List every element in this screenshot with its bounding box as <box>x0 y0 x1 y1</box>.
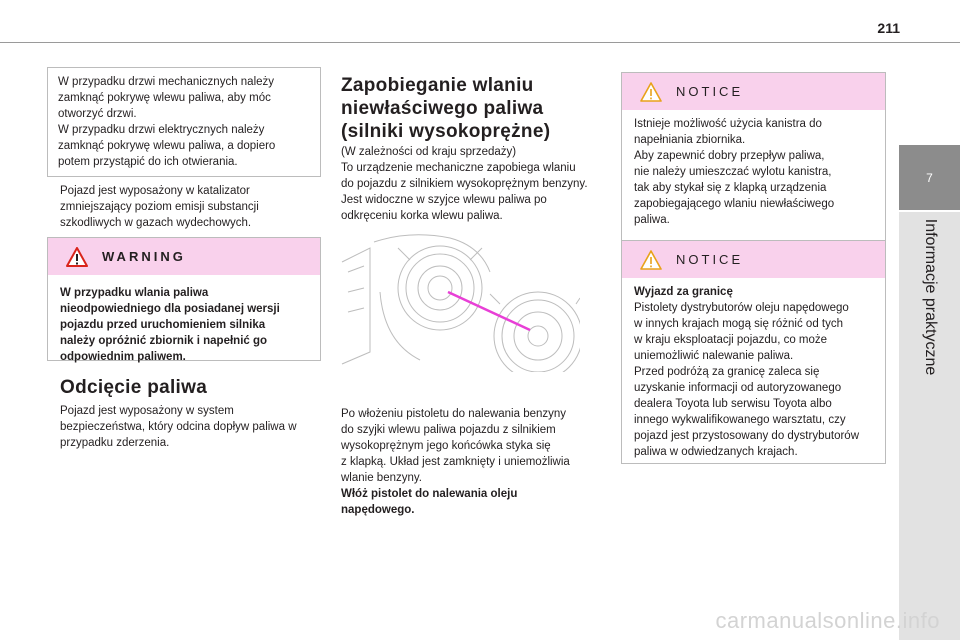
notice-line: paliwa w odwiedzanych krajach. <box>634 446 798 458</box>
notice-heading: Wyjazd za granicę <box>634 286 733 298</box>
notice-line: pojazd jest przystosowany do dystrybutorów <box>634 430 859 442</box>
catalyst-line: zmniejszający poziom emisji substancji <box>60 201 259 213</box>
warning-box <box>47 237 321 361</box>
misfuel-explanation-line: wlanie benzyny. <box>341 472 422 484</box>
notice-triangle-icon <box>640 82 662 102</box>
notice-line: uzyskanie informacji od autoryzowanego <box>634 382 842 394</box>
warning-line: pojazdu przed uruchomieniem silnika <box>60 319 266 331</box>
chapter-title <box>900 212 960 382</box>
notice-line: zapobiegającego wlaniu niewłaściwego <box>634 198 835 210</box>
misfuel-instruction-line: Włóż pistolet do nalewania oleju <box>341 488 518 500</box>
door-info-box <box>47 67 321 177</box>
notice-line: uniemożliwić nalewanie paliwa. <box>634 350 794 362</box>
misfuel-intro-line: do pojazdu z silnikiem wysokoprężnym benzyny. <box>341 178 588 190</box>
misfuel-explanation-line: do szyjki wlewu paliwa pojazdu z silnikiem <box>341 424 556 436</box>
notice-box-abroad <box>621 240 886 464</box>
misfuel-explanation-line: wysokoprężnym jego końcówka styka się <box>341 440 551 452</box>
misfuel-heading-line: niewłaściwego paliwa <box>341 98 544 119</box>
misfuel-heading-line: Zapobieganie wlaniu <box>341 75 534 96</box>
fuel-cutoff-line: bezpieczeństwa, który odcina dopływ paliwa w <box>60 421 297 433</box>
catalyst-paragraph <box>60 183 325 231</box>
fuel-cutoff-line: przypadku zderzenia. <box>60 437 170 449</box>
warning-line: W przypadku wlania paliwa <box>60 287 209 299</box>
warning-label: WARNING <box>102 248 186 264</box>
misfuel-explanation <box>341 406 616 518</box>
door-info-line: potem przystąpić do ich otwierania. <box>58 156 238 168</box>
warning-line: nieodpowiedniego dla posiadanej wersji <box>60 303 280 315</box>
door-info-line: otworzyć drzwi. <box>58 108 137 120</box>
warning-line: należy opróżnić zbiornik i napełnić go <box>60 335 268 347</box>
fuel-cutoff-heading: Odcięcie paliwa <box>60 377 208 398</box>
notice-line: paliwa. <box>634 214 670 226</box>
notice-header <box>622 241 885 278</box>
page-number: 211 <box>877 20 900 36</box>
notice-line: Aby zapewnić dobry przepływ paliwa, <box>634 150 825 162</box>
notice-line: napełniania zbiornika. <box>634 134 746 146</box>
notice-text <box>622 110 885 228</box>
filler-neck-illustration <box>340 232 580 372</box>
fuel-cutoff-line: Pojazd jest wyposażony w system <box>60 405 234 417</box>
notice-line: Przed podróżą za granicę zaleca się <box>634 366 820 378</box>
notice-line: nie należy umieszczać wylotu kanistra, <box>634 166 832 178</box>
notice-line: innego wykwalifikowanego warsztatu, czy <box>634 414 846 426</box>
misfuel-heading-line: (silniki wysokoprężne) <box>341 121 551 142</box>
notice-line: Istnieje możliwość użycia kanistra do <box>634 118 822 130</box>
door-info-line: W przypadku drzwi mechanicznych należy <box>58 76 275 88</box>
chapter-tab[interactable]: 7 <box>899 145 960 210</box>
misfuel-intro-line: (W zależności od kraju sprzedaży) <box>341 146 517 158</box>
door-info-line: W przypadku drzwi elektrycznych należy <box>58 124 265 136</box>
watermark: carmanualsonline.info <box>715 608 940 633</box>
notice-triangle-icon <box>640 250 662 270</box>
notice-line: dealera Toyota lub serwisu Toyota albo <box>634 398 832 410</box>
warning-triangle-icon <box>66 247 88 267</box>
notice-text <box>622 278 885 460</box>
notice-line: w kraju eksploatacji pojazdu, co może <box>634 334 828 346</box>
misfuel-intro-line: Jest widoczne w szyjce wlewu paliwa po <box>341 194 547 206</box>
notice-label: NOTICE <box>676 83 744 99</box>
door-info-line: zamknąć pokrywę wlewu paliwa, aby móc <box>58 92 271 104</box>
chapter-title-text: Informacje praktyczne <box>922 218 939 376</box>
notice-header <box>622 73 885 110</box>
fuel-cutoff-paragraph <box>60 403 325 451</box>
misfuel-intro-line: To urządzenie mechaniczne zapobiega wlaniu <box>341 162 576 174</box>
misfuel-explanation-line: Po włożeniu pistoletu do nalewania benzyny <box>341 408 567 420</box>
top-divider <box>0 42 960 43</box>
misfuel-intro-line: odkręceniu korka wlewu paliwa. <box>341 210 503 222</box>
notice-line: Pistolety dystrybutorów oleju napędowego <box>634 302 849 314</box>
notice-label: NOTICE <box>676 251 744 267</box>
misfuel-explanation-line: z klapką. Układ jest zamknięty i uniemożliwia <box>341 456 570 468</box>
warning-line: odpowiednim paliwem. <box>60 351 186 363</box>
door-info-line: zamknąć pokrywę wlewu paliwa, a dopiero <box>58 140 276 152</box>
misfuel-heading <box>341 74 611 143</box>
catalyst-line: szkodliwych w gazach wydechowych. <box>60 217 252 229</box>
misfuel-instruction-line: napędowego. <box>341 504 415 516</box>
catalyst-line: Pojazd jest wyposażony w katalizator <box>60 185 250 197</box>
notice-line: w innych krajach mogą się różnić od tych <box>634 318 844 330</box>
warning-header <box>48 238 320 275</box>
warning-text <box>48 275 320 365</box>
misfuel-intro <box>341 144 616 224</box>
notice-box-canister <box>621 72 886 242</box>
notice-line: tak aby stykał się z klapką urządzenia <box>634 182 827 194</box>
